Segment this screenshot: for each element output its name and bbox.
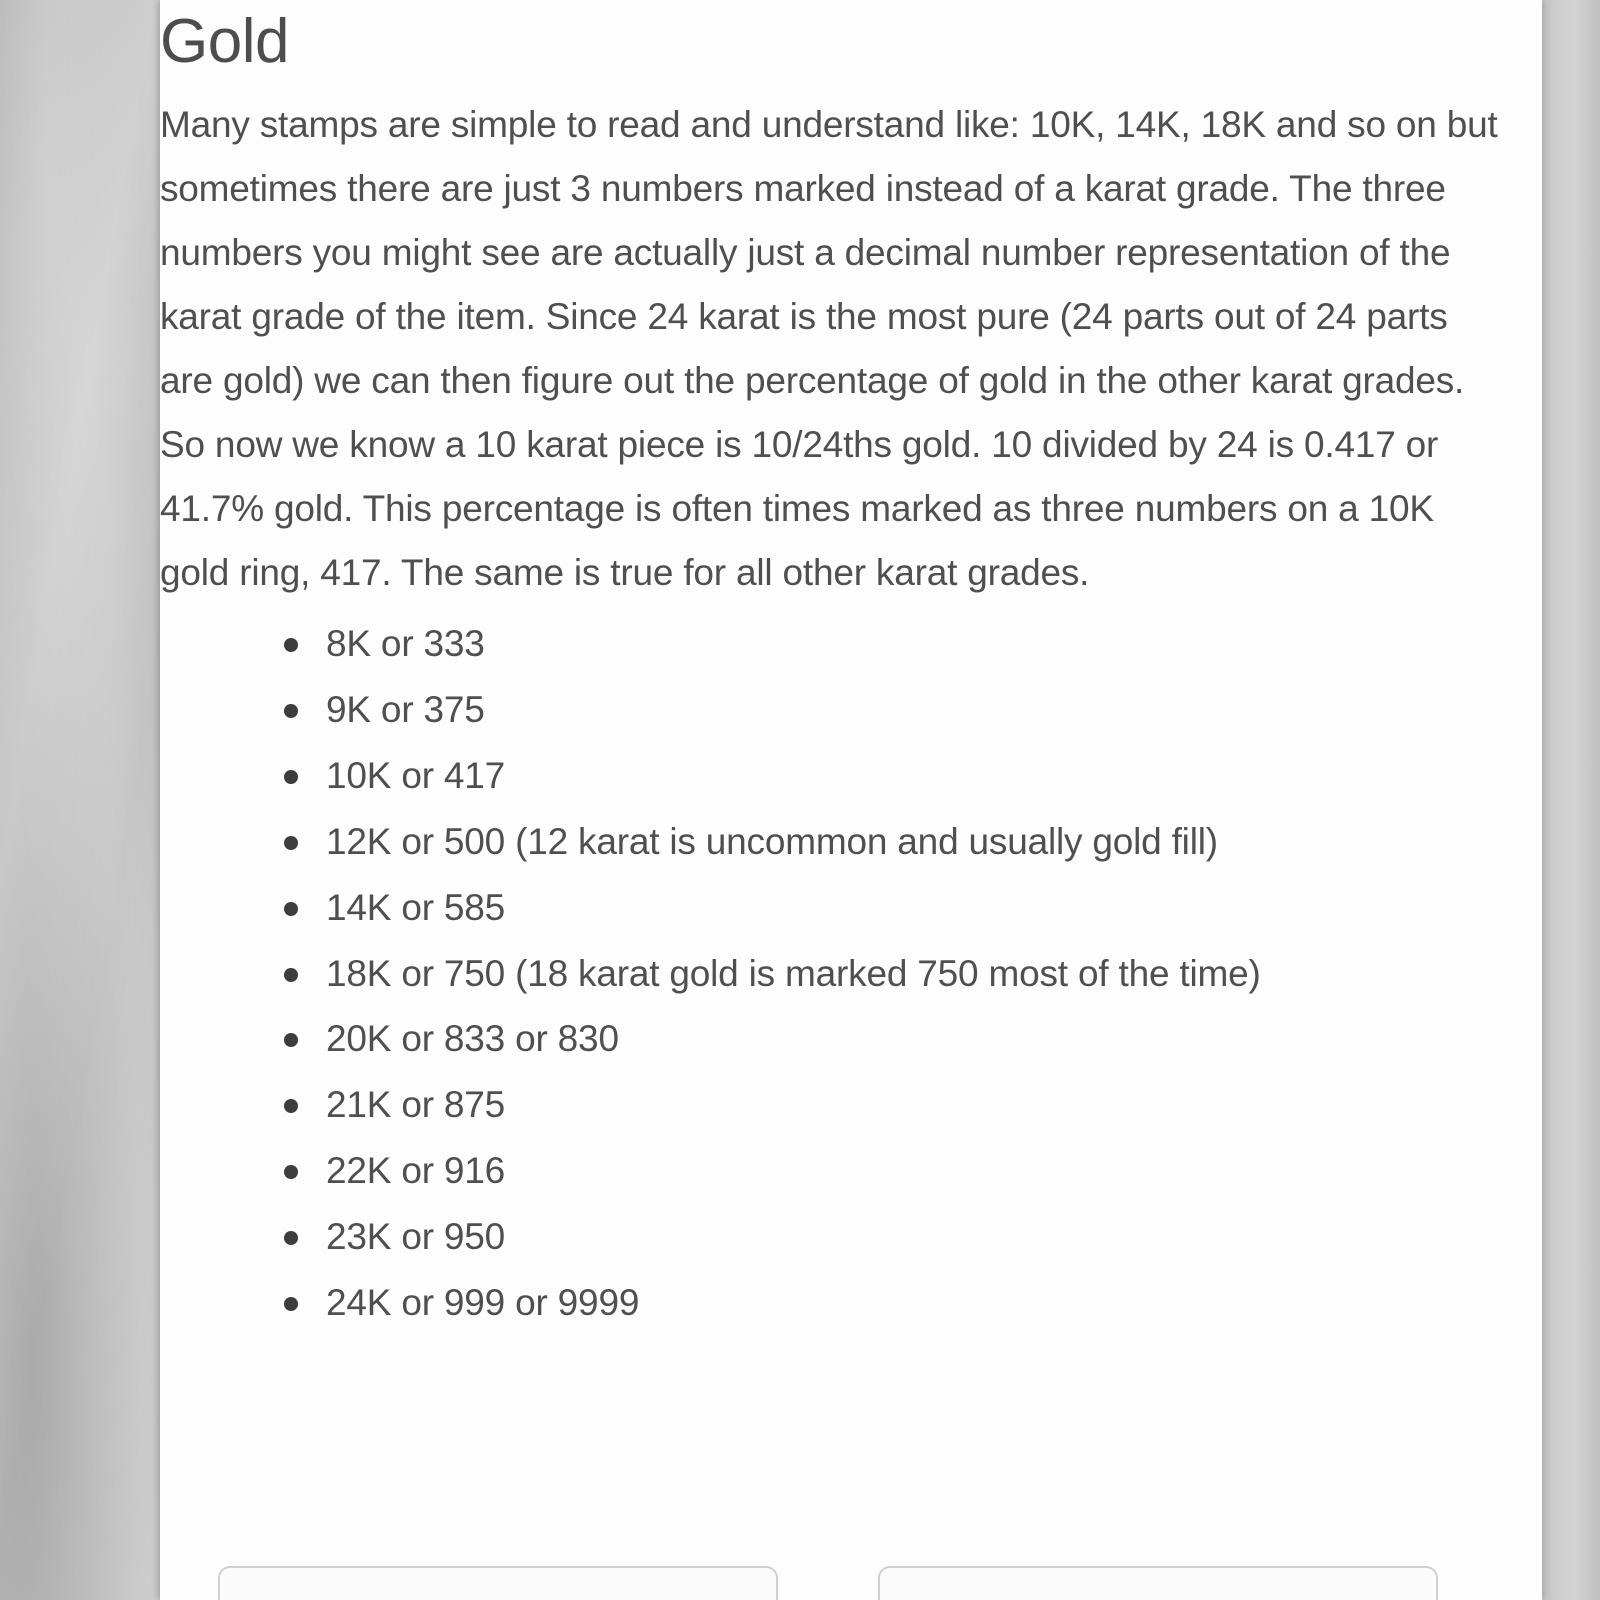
right-photo-margin xyxy=(1542,0,1600,1600)
bottom-right-button[interactable] xyxy=(878,1566,1438,1600)
bullet-icon xyxy=(284,1297,298,1311)
page-title: Gold xyxy=(160,7,289,76)
list-item-label: 20K or 833 or 830 xyxy=(326,1018,619,1060)
bullet-icon xyxy=(284,968,298,982)
list-item xyxy=(278,1072,1502,1138)
bullet-icon xyxy=(284,770,298,784)
list-item-label: 14K or 585 xyxy=(326,886,506,928)
bullet-icon xyxy=(284,1033,298,1047)
list-item xyxy=(278,809,1502,875)
list-item xyxy=(278,677,1502,743)
list-item-label: 24K or 999 or 9999 xyxy=(326,1281,640,1323)
bullet-icon xyxy=(284,704,298,718)
article-paragraph: Many stamps are simple to read and understand like: 10K, 14K, 18K and so on but sometimes there are just 3 numbers marked instead of a karat grade. The three numbers you might see are actually just a decimal number representation of the karat grade of the item. Since 24 karat is the most pure (24 parts out of 24 parts are gold) we can then figure out the percentage of gold in the other karat grades. So now we know a 10 karat piece is 10/24ths gold. 10 divided by 24 is 0.417 or 41.7% gold. This percentage is often times marked as three numbers on a 10K gold ring, 417. The same is true for all other karat grades. xyxy=(160,104,1498,594)
karat-grade-list xyxy=(160,611,1502,1335)
article-content xyxy=(160,0,1542,1336)
list-item-label: 22K or 916 xyxy=(326,1150,506,1192)
list-item xyxy=(278,1138,1502,1204)
article-page xyxy=(160,0,1542,1600)
list-item-label: 8K or 333 xyxy=(326,623,485,665)
list-item-label: 12K or 500 (12 karat is uncommon and usually gold fill) xyxy=(326,820,1218,862)
bullet-icon xyxy=(284,1231,298,1245)
bullet-icon xyxy=(284,1165,298,1179)
bullet-icon xyxy=(284,902,298,916)
list-item-label: 18K or 750 (18 karat gold is marked 750 most of the time) xyxy=(326,952,1261,994)
bullet-icon xyxy=(284,1099,298,1113)
list-item xyxy=(278,875,1502,941)
bottom-left-button[interactable] xyxy=(218,1566,778,1600)
list-item-label: 10K or 417 xyxy=(326,755,506,797)
bullet-icon xyxy=(284,638,298,652)
left-photo-margin xyxy=(0,0,160,1600)
list-item-label: 23K or 950 xyxy=(326,1216,506,1258)
list-item-label: 21K or 875 xyxy=(326,1084,506,1126)
list-item xyxy=(278,743,1502,809)
list-item xyxy=(278,1006,1502,1072)
bullet-icon xyxy=(284,836,298,850)
bottom-button-strip xyxy=(160,1564,1542,1600)
list-item xyxy=(278,941,1502,1007)
list-item xyxy=(278,1270,1502,1336)
list-item xyxy=(278,1204,1502,1270)
list-item-label: 9K or 375 xyxy=(326,689,485,731)
list-item xyxy=(278,611,1502,677)
